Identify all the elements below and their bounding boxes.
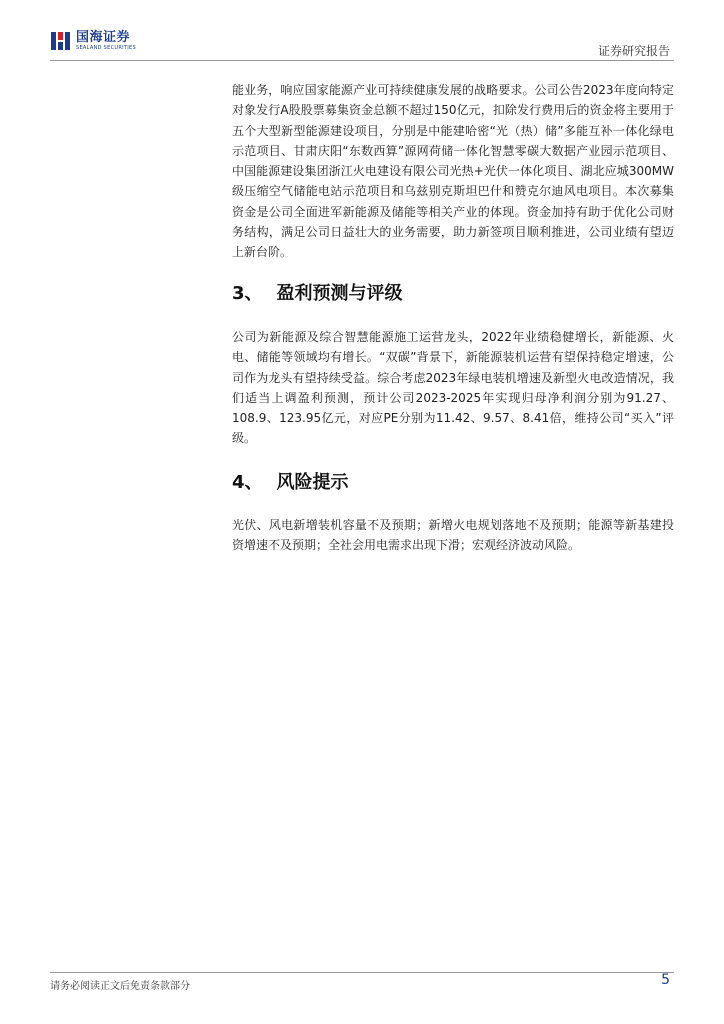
section-3-number: 3、 bbox=[232, 283, 263, 304]
footer-divider bbox=[50, 972, 674, 973]
logo-cn-text: 国海证券 bbox=[76, 30, 131, 45]
section-3-heading bbox=[232, 279, 403, 305]
paragraph-funding: 能业务，响应国家能源产业可持续健康发展的战略要求。公司公告2023年度向特定对象发行A股股票募集资金总额不超过150亿元，扣除发行费用后的资金将主要用于五个大型新型能源建设项目，分别是中能建哈密“光（热）储”多能互补一体化绿电示范项目、甘肃庆阳“东数西算”源网荷储一体化智慧零碳大数据产业园示范项目、中国能源建设集团浙江火电建设有限公司光热+光伏一体化项目、湖北应城300MW级压缩空气储能电站示范项目和乌兹别克斯坦巴什和赞克尔迪风电项目。本次募集资金是公司全面进军新能源及储能等相关产业的体现。资金加持有助于优化公司财务结构，满足公司日益壮大的业务需要，助力新签项目顺利推进，公司业绩有望迈上新台阶。 bbox=[232, 83, 674, 260]
paragraph-forecast: 公司为新能源及综合智慧能源施工运营龙头，2022年业绩稳健增长，新能源、火电、储能等领域均有增长。“双碳”背景下，新能源装机运营有望保持稳定增速，公司作为龙头有望持续受益。综合考虑2023年绿电装机增速及新型火电改造情况，我们适当上调盈利预测，预计公司2023-2025年实现归母净利润分别为91.27、108.9、123.95亿元，对应PE分别为11.42、9.57、8.41倍，维持公司“买入”评级。 bbox=[232, 330, 674, 446]
section-3-title: 盈利预测与评级 bbox=[276, 283, 403, 304]
logo-mark-icon bbox=[50, 30, 72, 52]
header-divider bbox=[50, 60, 674, 61]
page-number: 5 bbox=[661, 972, 670, 988]
disclaimer-note: 请务必阅读正文后免责条款部分 bbox=[50, 981, 190, 992]
page-header bbox=[0, 0, 724, 60]
section-4-number: 4、 bbox=[232, 472, 263, 493]
company-logo bbox=[50, 30, 136, 52]
section-4-title: 风险提示 bbox=[276, 472, 349, 493]
paragraph-risks: 光伏、风电新增装机容量不及预期；新增火电规划落地不及预期；能源等新基建投资增速不及预期；全社会用电需求出现下滑；宏观经济波动风险。 bbox=[232, 518, 674, 553]
report-type-label: 证券研究报告 bbox=[597, 44, 670, 58]
section-4-heading bbox=[232, 468, 349, 494]
logo-en-text: SEALAND SECURITIES bbox=[76, 45, 136, 51]
